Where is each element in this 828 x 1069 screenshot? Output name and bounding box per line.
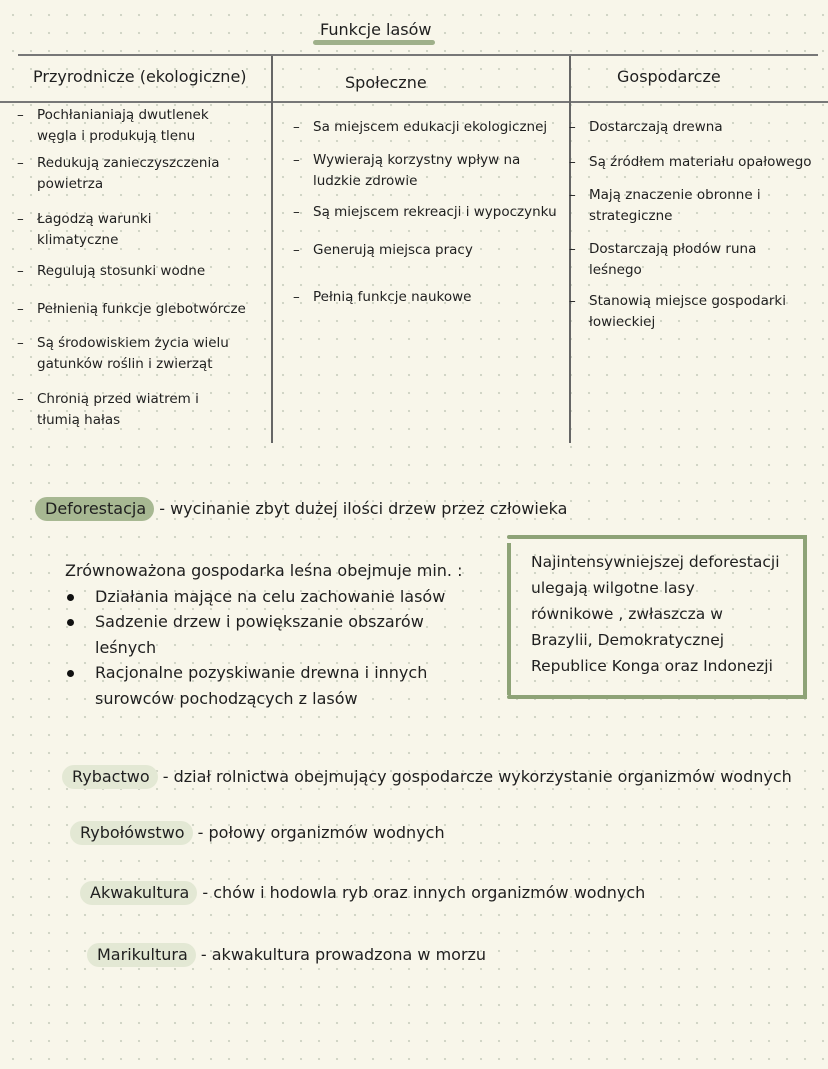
bullet-item	[65, 609, 462, 660]
dash-bullet-icon: –	[17, 263, 24, 279]
table-header-rule	[0, 101, 828, 103]
table-item-line: Są źródłem materiału opałowego	[589, 154, 812, 170]
table-item-line: Regulują stosunki wodne	[37, 263, 206, 279]
dash-bullet-icon: –	[293, 152, 300, 168]
term-highlight: Rybactwo	[62, 765, 158, 789]
table-item	[569, 239, 757, 281]
table-item-line: klimatyczne	[37, 232, 119, 248]
bullet-line: surowców pochodzących z lasów	[95, 688, 358, 708]
table-item	[17, 153, 220, 195]
dash-bullet-icon: –	[293, 204, 300, 220]
bullet-item	[65, 660, 462, 711]
table-item-line: Sa miejscem edukacji ekologicznej	[313, 119, 548, 135]
table-item-line: leśnego	[589, 262, 642, 278]
table-item-line: Pochłanianiają dwutlenek	[37, 107, 209, 123]
note-line: równikowe , zwłaszcza w	[531, 605, 723, 623]
dash-bullet-icon: –	[569, 293, 576, 309]
table-item	[293, 240, 473, 261]
column-divider	[271, 56, 273, 443]
table-item	[293, 202, 557, 223]
sustainable-forestry-list	[65, 558, 462, 711]
title-underline	[313, 40, 435, 45]
note-box	[507, 535, 807, 699]
table-item-line: gatunków roślin i zwierząt	[37, 356, 213, 372]
term-highlight: Deforestacja	[35, 497, 154, 521]
table-item	[17, 261, 206, 282]
table-item-line: Chronią przed wiatrem i	[37, 391, 199, 407]
table-item-line: łowieckiej	[589, 314, 656, 330]
table-item-line: strategiczne	[589, 208, 673, 224]
table-item	[293, 150, 521, 192]
dash-bullet-icon: –	[17, 211, 24, 227]
table-item-line: powietrza	[37, 176, 104, 192]
definition-text: - dział rolnictwa obejmujący gospodarcze wykorzystanie organizmów wodnych	[162, 767, 792, 786]
note-line: Republice Konga oraz Indonezji	[531, 657, 773, 675]
table-item-line: Stanowią miejsce gospodarki	[589, 293, 786, 309]
dash-bullet-icon: –	[17, 301, 24, 317]
dash-bullet-icon: –	[17, 107, 24, 123]
term-marikultura	[97, 945, 486, 964]
table-item	[569, 291, 786, 333]
dash-bullet-icon: –	[569, 241, 576, 257]
table-item	[17, 299, 246, 320]
table-item	[293, 287, 472, 308]
dash-bullet-icon: –	[293, 242, 300, 258]
term-rybactwo	[72, 767, 792, 786]
term-highlight: Rybołówstwo	[70, 821, 193, 845]
dash-bullet-icon: –	[569, 154, 576, 170]
bullet-line: Działania mające na celu zachowanie lasów	[95, 586, 446, 606]
table-item	[293, 117, 548, 138]
column-header-economic: Gospodarcze	[617, 67, 721, 86]
dash-bullet-icon: –	[569, 187, 576, 203]
table-item-line: tłumią hałas	[37, 412, 121, 428]
table-item	[17, 333, 229, 375]
term-highlight: Akwakultura	[80, 881, 197, 905]
dash-bullet-icon: –	[293, 119, 300, 135]
dash-bullet-icon: –	[17, 155, 24, 171]
deforestation-definition	[45, 499, 567, 518]
table-item	[17, 389, 199, 431]
table-item	[569, 185, 761, 227]
table-item-line: węgla i produkują tlenu	[37, 128, 196, 144]
bullet-item	[65, 584, 462, 610]
definition-text: - połowy organizmów wodnych	[197, 823, 445, 842]
table-item-line: Pełnią funkcje naukowe	[313, 289, 472, 305]
dash-bullet-icon: –	[293, 289, 300, 305]
column-header-social: Społeczne	[345, 73, 427, 92]
dash-bullet-icon: –	[17, 335, 24, 351]
term-rybolowstwo	[80, 823, 445, 842]
table-item-line: Wywierają korzystny wpływ na	[313, 152, 521, 168]
bullet-line: Racjonalne pozyskiwanie drewna i innych	[95, 663, 428, 682]
page-title: Funkcje lasów	[320, 20, 432, 39]
table-item-line: Są środowiskiem życia wielu	[37, 335, 229, 351]
note-line: Najintensywniejszej deforestacji	[531, 553, 780, 571]
term-highlight: Marikultura	[87, 943, 196, 967]
note-line: Brazylii, Demokratycznej	[531, 631, 725, 649]
note-line: ulegają wilgotne lasy	[531, 579, 695, 597]
dash-bullet-icon: –	[17, 391, 24, 407]
table-item	[17, 209, 152, 251]
table-item-line: Mają znaczenie obronne i	[589, 187, 761, 203]
table-item-line: Generują miejsca pracy	[313, 242, 473, 258]
table-item	[569, 152, 812, 173]
table-item-line: ludzkie zdrowie	[313, 173, 418, 189]
table-item	[17, 105, 209, 147]
table-item-line: Są miejscem rekreacji i wypoczynku	[313, 204, 557, 220]
bullet-line: leśnych	[95, 637, 157, 657]
table-item-line: Dostarczają drewna	[589, 119, 723, 135]
table-item-line: Pełnienią funkcje glebotwórcze	[37, 301, 246, 317]
table-item-line: Redukują zanieczyszczenia	[37, 155, 220, 171]
definition-text: - wycinanie zbyt dużej ilości drzew przez człowieka	[159, 499, 568, 518]
column-header-ecological: Przyrodnicze (ekologiczne)	[33, 67, 247, 86]
dash-bullet-icon: –	[569, 119, 576, 135]
table-item-line: Łagodzą warunki	[37, 211, 152, 227]
term-akwakultura	[90, 883, 645, 902]
table-item	[569, 117, 723, 138]
list-intro: Zrównoważona gospodarka leśna obejmuje min. :	[65, 561, 463, 580]
definition-text: - akwakultura prowadzona w morzu	[200, 945, 487, 964]
table-top-rule	[18, 54, 818, 56]
definition-text: - chów i hodowla ryb oraz innych organizmów wodnych	[202, 883, 646, 902]
bullet-line: Sadzenie drzew i powiększanie obszarów	[95, 612, 424, 631]
table-item-line: Dostarczają płodów runa	[589, 241, 757, 257]
